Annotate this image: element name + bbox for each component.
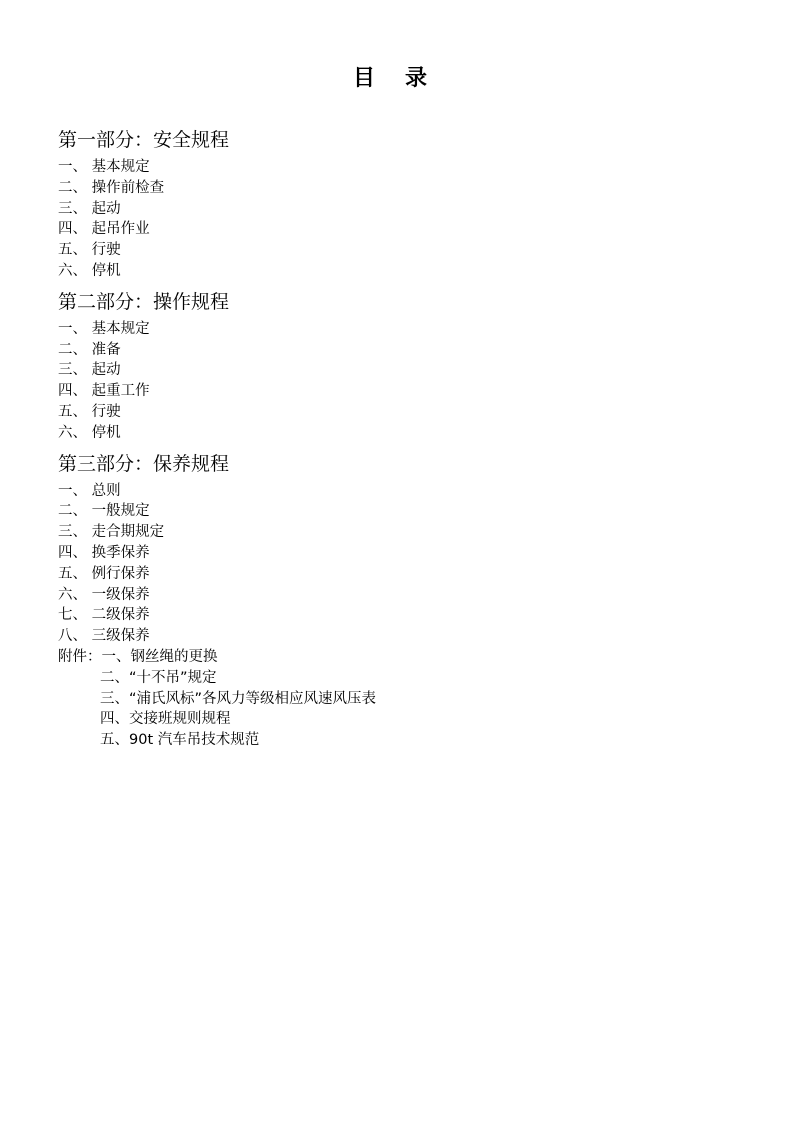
toc-item: 五、 行驶 — [58, 403, 121, 420]
section-heading: 第二部分：操作规程 — [58, 290, 230, 313]
toc-item: 四、 换季保养 — [58, 544, 150, 561]
toc-item: 一、 基本规定 — [58, 320, 150, 337]
table-of-contents — [58, 126, 738, 751]
appendix-list — [58, 647, 738, 751]
toc-item: 八、 三级保养 — [58, 628, 150, 645]
appendix-item: 二、“十不吊”规定 — [100, 669, 217, 686]
appendix-item — [58, 647, 738, 668]
appendix — [58, 647, 738, 751]
appendix-item: 五、90t 汽车吊技术规范 — [100, 732, 260, 749]
appendix-item-text: 一、钢丝绳的更换 — [101, 648, 218, 665]
toc-item: 五、 行驶 — [58, 242, 121, 259]
toc-item: 四、 起吊作业 — [58, 221, 150, 238]
toc-item: 六、 停机 — [58, 424, 121, 441]
toc-item: 三、 起动 — [58, 200, 121, 217]
toc-item: 七、 二级保养 — [58, 607, 150, 624]
section-item-list — [58, 157, 738, 282]
toc-item: 六、 一级保养 — [58, 586, 150, 603]
section-item-list — [58, 319, 738, 444]
section-maintenance — [58, 450, 738, 647]
appendix-item: 四、交接班规则规程 — [100, 711, 231, 728]
toc-item: 六、 停机 — [58, 262, 121, 279]
section-heading: 第一部分：安全规程 — [58, 129, 230, 151]
section-safety — [58, 126, 738, 282]
page-title: 目录 — [352, 66, 457, 91]
toc-item: 三、 起动 — [58, 362, 121, 379]
toc-item: 一、 总则 — [58, 482, 121, 499]
toc-item: 三、 走合期规定 — [58, 524, 165, 541]
toc-item: 一、 基本规定 — [58, 159, 150, 175]
toc-item: 二、 操作前检查 — [58, 179, 165, 196]
toc-item: 四、 起重工作 — [58, 383, 150, 400]
section-heading: 第三部分：保养规程 — [58, 452, 230, 475]
appendix-item: 三、“浦氏风标”各风力等级相应风速风压表 — [100, 690, 377, 707]
toc-item: 二、 一般规定 — [58, 503, 150, 520]
section-item-list — [58, 481, 738, 647]
appendix-label: 附件： — [58, 648, 102, 665]
toc-item: 五、 例行保养 — [58, 565, 150, 582]
toc-item: 二、 准备 — [58, 341, 121, 358]
section-operation — [58, 288, 738, 444]
